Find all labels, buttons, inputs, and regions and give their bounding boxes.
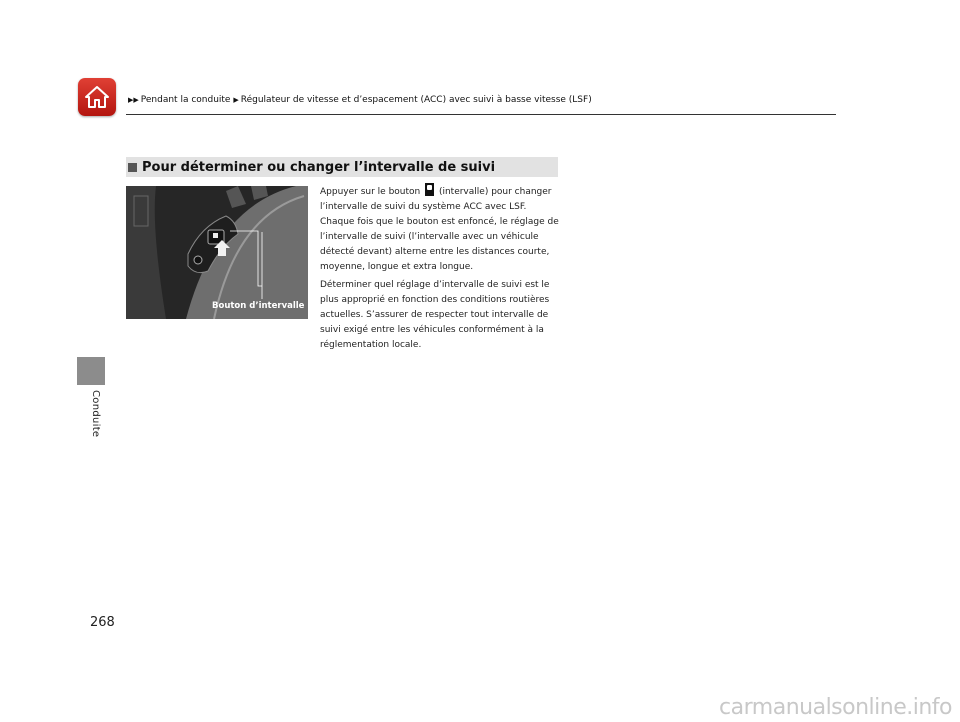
home-button[interactable] — [78, 78, 116, 116]
header-divider — [126, 114, 836, 115]
steering-wheel-figure — [126, 186, 308, 319]
steering-wheel-illustration — [126, 186, 308, 319]
watermark: carmanualsonline.info — [719, 695, 952, 720]
section-square-icon — [128, 163, 137, 172]
interval-button-icon — [425, 183, 434, 196]
advice-paragraph: Déterminer quel réglage d’intervalle de suivi est le plus approprié en fonction des conditions routières actuelles. S’assurer de respecter tout intervalle de suivi exigé entre les véhicules conformément à la réglementation locale. — [320, 280, 550, 350]
breadcrumb-arrow-icon: ▶▶ — [128, 96, 139, 104]
breadcrumb-item[interactable]: Régulateur de vitesse et d’espacement (ACC) avec suivi à basse vitesse (LSF) — [240, 95, 592, 105]
breadcrumb-item[interactable]: Pendant la conduite — [140, 95, 231, 105]
breadcrumb — [128, 95, 592, 105]
figure-callout-label: Bouton d’intervalle — [212, 301, 305, 311]
section-title: Pour déterminer ou changer l’intervalle de suivi — [142, 159, 496, 175]
page-number: 268 — [90, 615, 115, 630]
instruction-paragraph — [320, 183, 560, 275]
section-header — [126, 157, 558, 177]
paragraph-text: Appuyer sur le bouton — [320, 187, 424, 197]
paragraph-text: (intervalle) pour changer l’intervalle de suivi du système ACC avec LSF. Chaque fois que le bouton est enfoncé, le réglage de l’intervalle de suivi (l’intervalle avec un véhicule détecté devant) alterne entre les distances courte, moyenne, longue et extra longue. — [320, 187, 559, 272]
chapter-label: Conduite — [90, 390, 101, 438]
breadcrumb-arrow-icon: ▶ — [233, 96, 239, 104]
chapter-tab[interactable] — [77, 357, 105, 385]
home-icon — [84, 85, 110, 109]
